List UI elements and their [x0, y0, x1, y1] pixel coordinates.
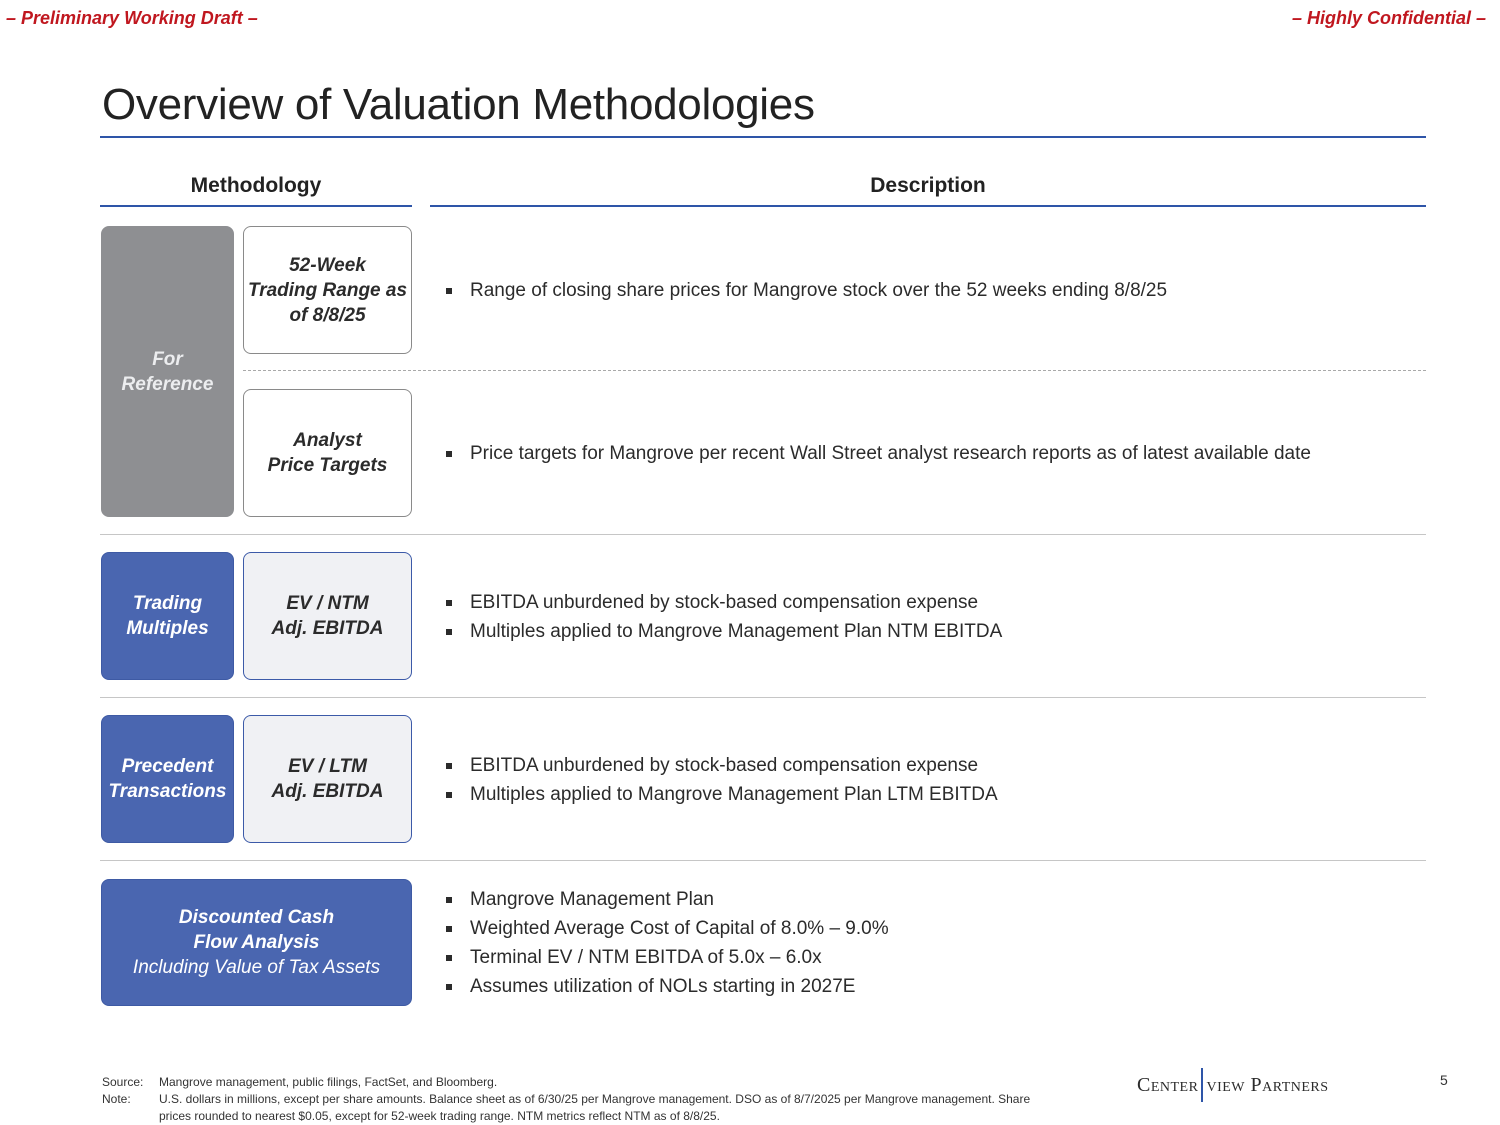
- category-line: Transactions: [108, 781, 227, 802]
- centerview-logo: [1137, 1068, 1329, 1102]
- method-line: Adj. EBITDA: [271, 781, 384, 802]
- method-line: EV / NTM: [286, 593, 369, 614]
- logo-divider: [1201, 1068, 1203, 1102]
- source-label: Source:: [102, 1075, 144, 1089]
- bullet-item: Terminal EV / NTM EBITDA of 5.0x – 6.0x: [442, 943, 889, 972]
- category-line: Precedent: [121, 756, 214, 777]
- description-trading: [442, 588, 1002, 646]
- confidential-label: – Highly Confidential –: [1291, 8, 1486, 28]
- bullet-item: Assumes utilization of NOLs starting in 2027E: [442, 972, 889, 1001]
- note-line: prices rounded to nearest $0.05, except for 52-week trading range. NTM metrics reflect NTM as of 8/8/25.: [159, 1109, 720, 1123]
- bullet-item: Multiples applied to Mangrove Management Plan NTM EBITDA: [442, 617, 1002, 646]
- category-precedent-transactions: [101, 715, 234, 843]
- bullet-item: Weighted Average Cost of Capital of 8.0% – 9.0%: [442, 914, 889, 943]
- category-dcf: [101, 879, 412, 1006]
- row-divider: [100, 697, 1426, 698]
- method-line: Trading Range as: [247, 279, 408, 301]
- logo-text-right: view Partners: [1206, 1073, 1329, 1096]
- row-divider: [100, 534, 1426, 535]
- method-line: of 8/8/25: [289, 304, 366, 326]
- bullet-item: Multiples applied to Mangrove Management Plan LTM EBITDA: [442, 780, 998, 809]
- page-number: 5: [1440, 1072, 1448, 1088]
- method-line: Analyst: [293, 430, 362, 451]
- description-heading: Description: [870, 174, 986, 197]
- category-line: For: [152, 348, 183, 370]
- category-line: Trading: [132, 593, 203, 614]
- logo-text-left: Center: [1137, 1073, 1199, 1096]
- bullet-item: Range of closing share prices for Mangrove stock over the 52 weeks ending 8/8/25: [442, 276, 1167, 305]
- methodology-heading-rule: [100, 205, 412, 207]
- method-line: Price Targets: [267, 455, 388, 476]
- category-for-reference: [101, 226, 234, 517]
- category-line: Multiples: [126, 618, 209, 639]
- description-dcf: [442, 885, 889, 1001]
- method-line: EV / LTM: [288, 756, 367, 777]
- category-trading-multiples: [101, 552, 234, 680]
- methodology-heading: Methodology: [190, 174, 322, 197]
- title-rule: [100, 136, 1426, 138]
- description-52-week: [442, 276, 1167, 305]
- description-heading-rule: [430, 205, 1426, 207]
- bullet-item: EBITDA unburdened by stock-based compensation expense: [442, 588, 1002, 617]
- method-ev-ltm: [243, 715, 412, 843]
- method-line: 52-Week: [289, 254, 366, 276]
- page-title: Overview of Valuation Methodologies: [102, 80, 815, 129]
- bullet-item: EBITDA unburdened by stock-based compensation expense: [442, 751, 998, 780]
- method-52-week-range: [243, 226, 412, 354]
- method-ev-ntm: [243, 552, 412, 680]
- category-line: Flow Analysis: [193, 932, 320, 953]
- note-text: [159, 1091, 1129, 1125]
- draft-label: – Preliminary Working Draft –: [6, 8, 258, 28]
- row-divider: [100, 860, 1426, 861]
- description-analyst: [442, 439, 1311, 468]
- category-subtitle: Including Value of Tax Assets: [132, 957, 381, 978]
- bullet-item: Mangrove Management Plan: [442, 885, 889, 914]
- method-line: Adj. EBITDA: [271, 618, 384, 639]
- dashed-divider: [243, 370, 1426, 371]
- bullet-item: Price targets for Mangrove per recent Wall Street analyst research reports as of latest available date: [442, 439, 1311, 468]
- category-line: Discounted Cash: [178, 907, 335, 928]
- description-precedent: [442, 751, 998, 809]
- method-analyst-targets: [243, 389, 412, 517]
- source-text: Mangrove management, public filings, FactSet, and Bloomberg.: [159, 1075, 498, 1089]
- note-line: U.S. dollars in millions, except per share amounts. Balance sheet as of 6/30/25 per Mangrove management. DSO as of 8/7/2025 per Mangrove management. Share: [159, 1092, 1031, 1106]
- note-label: Note:: [102, 1092, 131, 1106]
- category-line: Reference: [121, 373, 214, 395]
